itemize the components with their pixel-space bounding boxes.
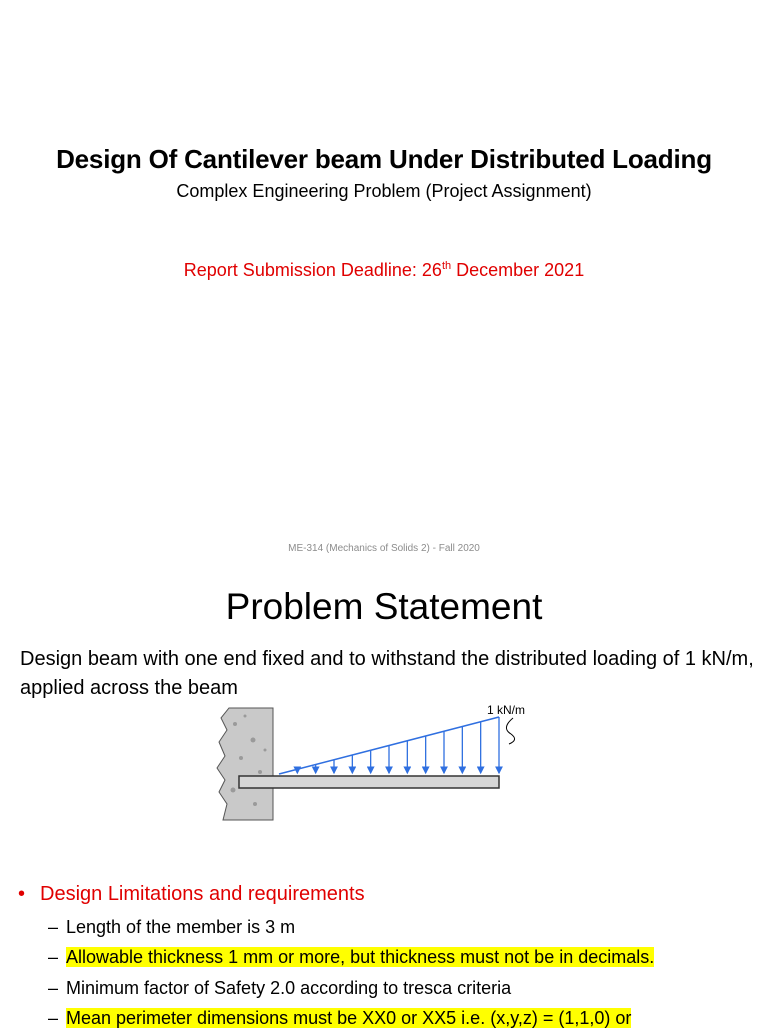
load-label-leader (506, 718, 514, 744)
dash-marker: – (48, 917, 59, 937)
requirement-text-highlighted: Mean perimeter dimensions must be XX0 or XX5 i.e. (x,y,z) = (1,1,0) or (66, 1008, 632, 1028)
problem-statement: Design beam with one end fixed and to withstand the distributed loading of 1 kN/m, applied across the beam (20, 648, 754, 699)
deadline-text (0, 260, 768, 281)
load-label: 1 kN/m (487, 703, 526, 717)
bullet-label: Design Limitations and requirements (40, 883, 365, 905)
dash-marker: – (48, 1008, 59, 1028)
fixed-wall (217, 708, 273, 820)
deadline-suffix: December 2021 (451, 260, 585, 280)
slide-footer: ME-314 (Mechanics of Solids 2) - Fall 2020 (288, 543, 480, 554)
requirement-text: Length of the member is 3 m (66, 917, 296, 937)
requirement-text-highlighted: Allowable thickness 1 mm or more, but thickness must not be in decimals. (66, 947, 655, 967)
cantilever-figure (205, 700, 540, 828)
cantilever-diagram (205, 700, 540, 828)
slide-subtitle: Complex Engineering Problem (Project Assignment) (176, 181, 592, 201)
deadline-prefix: Report Submission Deadline: 26 (183, 260, 442, 280)
requirement-item (48, 978, 511, 999)
dash-marker: – (48, 978, 59, 998)
section-heading: Problem Statement (225, 586, 543, 627)
requirement-item (48, 1008, 631, 1029)
requirement-item (48, 917, 295, 938)
beam (239, 776, 499, 788)
requirement-text: Minimum factor of Safety 2.0 according to tresca criteria (66, 978, 512, 998)
deadline-ordinal: th (441, 260, 452, 272)
dash-marker: – (48, 947, 59, 967)
bullet-dot: • (18, 883, 26, 905)
slide-title: Design Of Cantilever beam Under Distributed Loading (56, 144, 712, 174)
design-limitations-bullet (18, 883, 365, 906)
requirement-item (48, 947, 654, 968)
